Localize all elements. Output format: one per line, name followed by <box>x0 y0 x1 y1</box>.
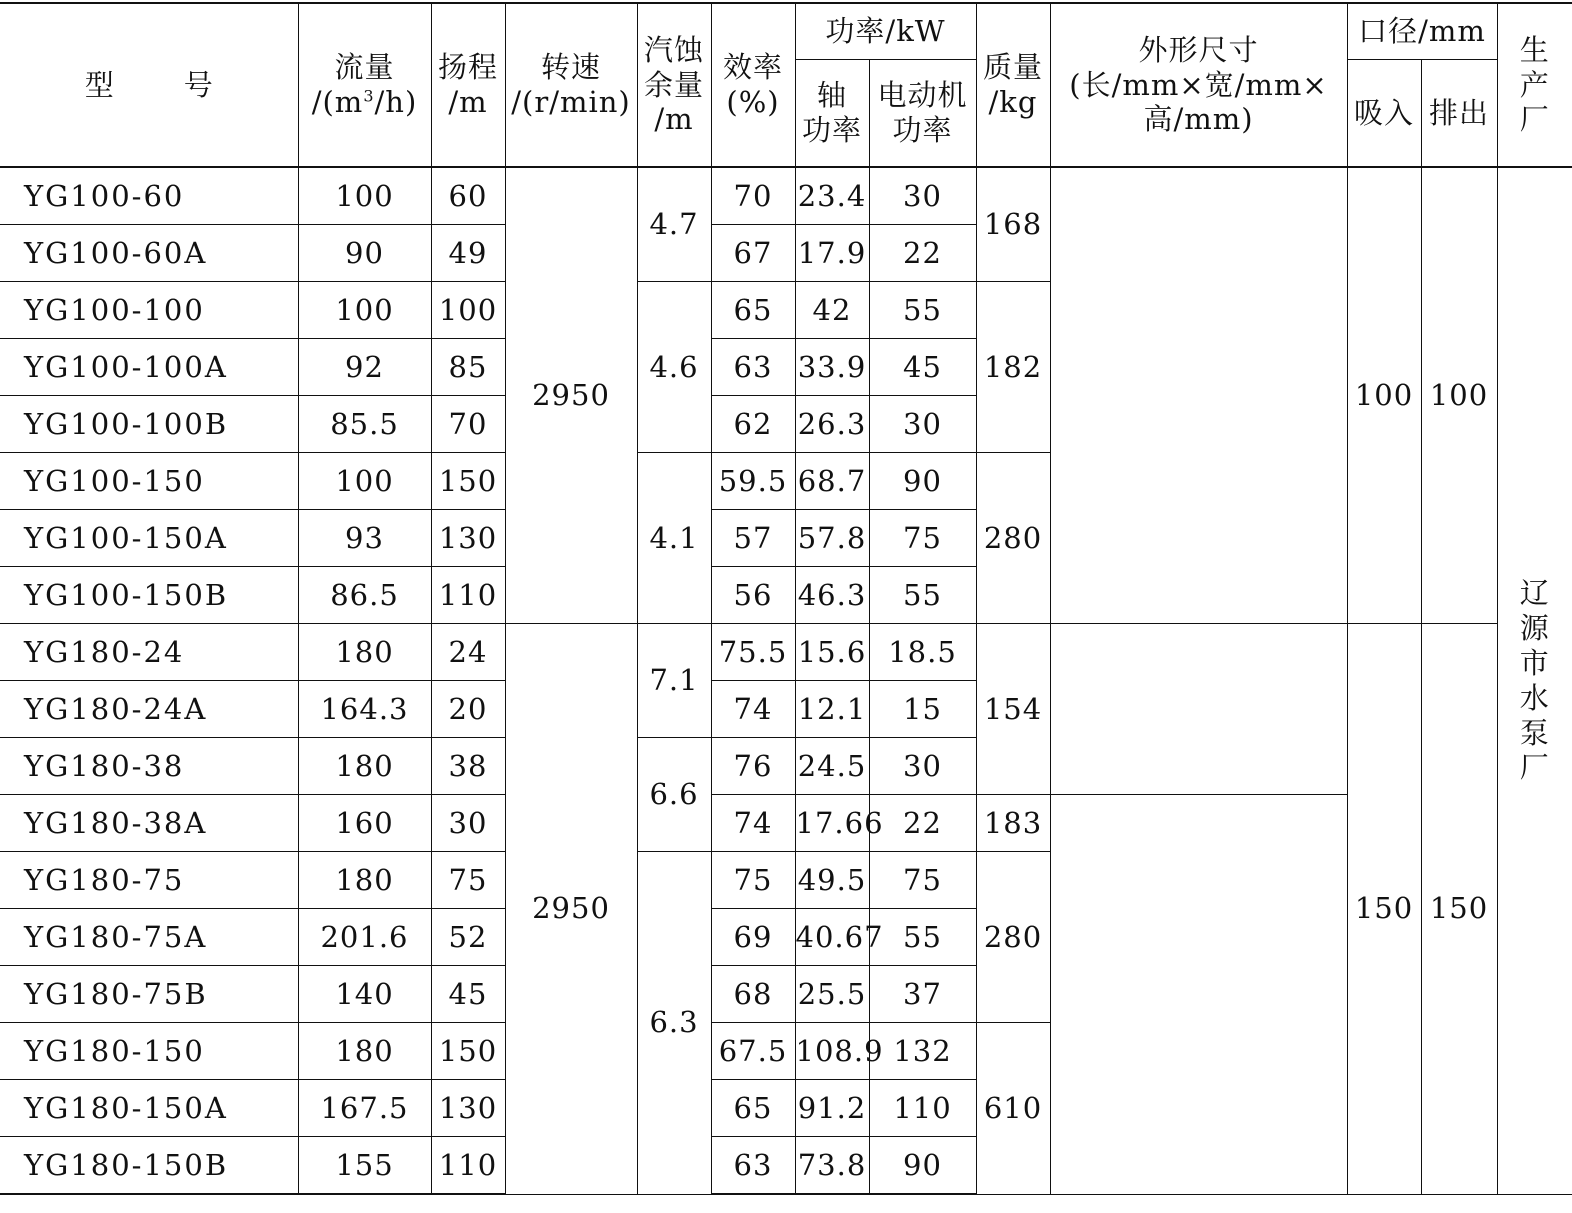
cell-model: YG100-150B <box>0 567 298 624</box>
header-power-group: 功率/kW <box>795 3 976 60</box>
cell-shaft-power: 46.3 <box>795 567 869 624</box>
cell-shaft-power: 40.67 <box>795 909 869 966</box>
cell-head: 100 <box>431 282 505 339</box>
cell-mass: 154 <box>976 624 1050 795</box>
cell-efficiency: 56 <box>711 567 795 624</box>
cell-efficiency: 76 <box>711 738 795 795</box>
cell-shaft-power: 68.7 <box>795 453 869 510</box>
cell-efficiency: 65 <box>711 282 795 339</box>
cell-efficiency: 75.5 <box>711 624 795 681</box>
cell-model: YG180-150A <box>0 1080 298 1137</box>
cell-shaft-power: 17.66 <box>795 795 869 852</box>
cell-dimensions <box>1050 624 1347 795</box>
header-efficiency: 效率 (%) <box>711 3 795 167</box>
cell-model: YG180-75 <box>0 852 298 909</box>
cell-flow: 180 <box>298 738 431 795</box>
cell-flow: 93 <box>298 510 431 567</box>
cell-head: 30 <box>431 795 505 852</box>
cell-mass: 182 <box>976 282 1050 453</box>
table-row <box>0 624 1572 681</box>
cell-model: YG100-150A <box>0 510 298 567</box>
cell-flow: 180 <box>298 1023 431 1080</box>
cell-motor-power: 55 <box>869 909 976 966</box>
cell-head: 150 <box>431 1023 505 1080</box>
header-npsh: 汽蚀 余量 /m <box>637 3 711 167</box>
cell-npsh: 4.7 <box>637 167 711 282</box>
cell-efficiency: 57 <box>711 510 795 567</box>
cell-flow: 85.5 <box>298 396 431 453</box>
cell-head: 130 <box>431 1080 505 1137</box>
cell-speed: 2950 <box>505 624 637 1195</box>
cell-npsh: 7.1 <box>637 624 711 738</box>
cell-efficiency: 63 <box>711 339 795 396</box>
cell-motor-power: 30 <box>869 396 976 453</box>
header-suction: 吸入 <box>1347 60 1421 168</box>
cell-flow: 201.6 <box>298 909 431 966</box>
cell-shaft-power: 25.5 <box>795 966 869 1023</box>
cell-npsh: 4.6 <box>637 282 711 453</box>
cell-flow: 180 <box>298 624 431 681</box>
cell-model: YG180-24A <box>0 681 298 738</box>
cell-shaft-power: 33.9 <box>795 339 869 396</box>
cell-model: YG180-38 <box>0 738 298 795</box>
cell-flow: 100 <box>298 453 431 510</box>
cell-motor-power: 75 <box>869 510 976 567</box>
cell-motor-power: 22 <box>869 795 976 852</box>
cell-model: YG100-100 <box>0 282 298 339</box>
cell-flow: 180 <box>298 852 431 909</box>
cell-shaft-power: 26.3 <box>795 396 869 453</box>
header-mass: 质量 /kg <box>976 3 1050 167</box>
cell-dimensions <box>1050 795 1347 1195</box>
cell-efficiency: 74 <box>711 795 795 852</box>
table-row <box>0 795 1572 852</box>
cell-npsh: 4.1 <box>637 453 711 624</box>
cell-model: YG180-24 <box>0 624 298 681</box>
cell-shaft-power: 42 <box>795 282 869 339</box>
cell-motor-power: 75 <box>869 852 976 909</box>
pump-spec-table <box>0 2 1572 1195</box>
cell-efficiency: 59.5 <box>711 453 795 510</box>
cell-shaft-power: 17.9 <box>795 225 869 282</box>
cell-head: 49 <box>431 225 505 282</box>
cell-suction: 150 <box>1347 624 1421 1195</box>
cell-efficiency: 67.5 <box>711 1023 795 1080</box>
cell-motor-power: 22 <box>869 225 976 282</box>
cell-flow: 92 <box>298 339 431 396</box>
cell-flow: 140 <box>298 966 431 1023</box>
cell-efficiency: 62 <box>711 396 795 453</box>
cell-npsh: 6.3 <box>637 852 711 1195</box>
cell-shaft-power: 57.8 <box>795 510 869 567</box>
header-motor-power: 电动机 功率 <box>869 60 976 168</box>
cell-mass: 280 <box>976 453 1050 624</box>
cell-flow: 160 <box>298 795 431 852</box>
cell-head: 60 <box>431 167 505 225</box>
cell-efficiency: 69 <box>711 909 795 966</box>
cell-efficiency: 68 <box>711 966 795 1023</box>
cell-model: YG180-150B <box>0 1137 298 1195</box>
header-manufacturer: 生 产 厂 <box>1497 3 1572 167</box>
cell-efficiency: 63 <box>711 1137 795 1195</box>
cell-flow: 167.5 <box>298 1080 431 1137</box>
cell-motor-power: 30 <box>869 738 976 795</box>
cell-discharge: 100 <box>1421 167 1497 624</box>
cell-motor-power: 37 <box>869 966 976 1023</box>
cell-motor-power: 55 <box>869 567 976 624</box>
cell-efficiency: 65 <box>711 1080 795 1137</box>
cell-motor-power: 15 <box>869 681 976 738</box>
cell-discharge: 150 <box>1421 624 1497 1195</box>
cell-head: 130 <box>431 510 505 567</box>
cell-model: YG100-100A <box>0 339 298 396</box>
table-row <box>0 167 1572 225</box>
cell-mass: 168 <box>976 167 1050 282</box>
cell-flow: 100 <box>298 282 431 339</box>
cell-shaft-power: 73.8 <box>795 1137 869 1195</box>
cell-flow: 86.5 <box>298 567 431 624</box>
cell-model: YG100-60A <box>0 225 298 282</box>
cell-efficiency: 70 <box>711 167 795 225</box>
cell-head: 75 <box>431 852 505 909</box>
cell-head: 52 <box>431 909 505 966</box>
cell-head: 20 <box>431 681 505 738</box>
cell-model: YG180-75A <box>0 909 298 966</box>
cell-head: 45 <box>431 966 505 1023</box>
header-flow: 流量 $/(m^3/h)$ <box>298 3 431 167</box>
cell-shaft-power: 91.2 <box>795 1080 869 1137</box>
cell-flow: 164.3 <box>298 681 431 738</box>
cell-motor-power: 90 <box>869 453 976 510</box>
cell-flow: 100 <box>298 167 431 225</box>
header-discharge: 排出 <box>1421 60 1497 168</box>
header-dimensions: 外形尺寸 (长/mm×宽/mm× 高/mm) <box>1050 3 1347 167</box>
cell-shaft-power: 15.6 <box>795 624 869 681</box>
cell-shaft-power: 108.9 <box>795 1023 869 1080</box>
cell-head: 70 <box>431 396 505 453</box>
cell-head: 110 <box>431 1137 505 1195</box>
cell-flow: 155 <box>298 1137 431 1195</box>
header-diameter-group: 口径/mm <box>1347 3 1497 60</box>
cell-mass: 183 <box>976 795 1050 852</box>
cell-head: 150 <box>431 453 505 510</box>
header-model: 型 号 <box>0 3 298 167</box>
cell-dimensions <box>1050 167 1347 624</box>
cell-model: YG180-38A <box>0 795 298 852</box>
cell-model: YG180-150 <box>0 1023 298 1080</box>
cell-shaft-power: 49.5 <box>795 852 869 909</box>
header-shaft-power: 轴 功率 <box>795 60 869 168</box>
cell-suction: 100 <box>1347 167 1421 624</box>
cell-motor-power: 132 <box>869 1023 976 1080</box>
cell-head: 24 <box>431 624 505 681</box>
cell-motor-power: 45 <box>869 339 976 396</box>
cell-model: YG100-150 <box>0 453 298 510</box>
header-speed: 转速 /(r/min) <box>505 3 637 167</box>
cell-shaft-power: 23.4 <box>795 167 869 225</box>
cell-efficiency: 74 <box>711 681 795 738</box>
cell-mass: 280 <box>976 852 1050 1023</box>
cell-model: YG180-75B <box>0 966 298 1023</box>
cell-manufacturer: 辽 源 市 水 泵 厂 <box>1497 167 1572 1194</box>
cell-model: YG100-60 <box>0 167 298 225</box>
cell-motor-power: 110 <box>869 1080 976 1137</box>
cell-head: 85 <box>431 339 505 396</box>
cell-flow: 90 <box>298 225 431 282</box>
cell-motor-power: 90 <box>869 1137 976 1195</box>
cell-head: 110 <box>431 567 505 624</box>
cell-head: 38 <box>431 738 505 795</box>
cell-npsh: 6.6 <box>637 738 711 852</box>
cell-efficiency: 67 <box>711 225 795 282</box>
header-head: 扬程 /m <box>431 3 505 167</box>
cell-motor-power: 18.5 <box>869 624 976 681</box>
cell-motor-power: 30 <box>869 167 976 225</box>
cell-efficiency: 75 <box>711 852 795 909</box>
cell-speed: 2950 <box>505 167 637 624</box>
cell-mass: 610 <box>976 1023 1050 1195</box>
cell-motor-power: 55 <box>869 282 976 339</box>
cell-shaft-power: 12.1 <box>795 681 869 738</box>
cell-model: YG100-100B <box>0 396 298 453</box>
cell-shaft-power: 24.5 <box>795 738 869 795</box>
